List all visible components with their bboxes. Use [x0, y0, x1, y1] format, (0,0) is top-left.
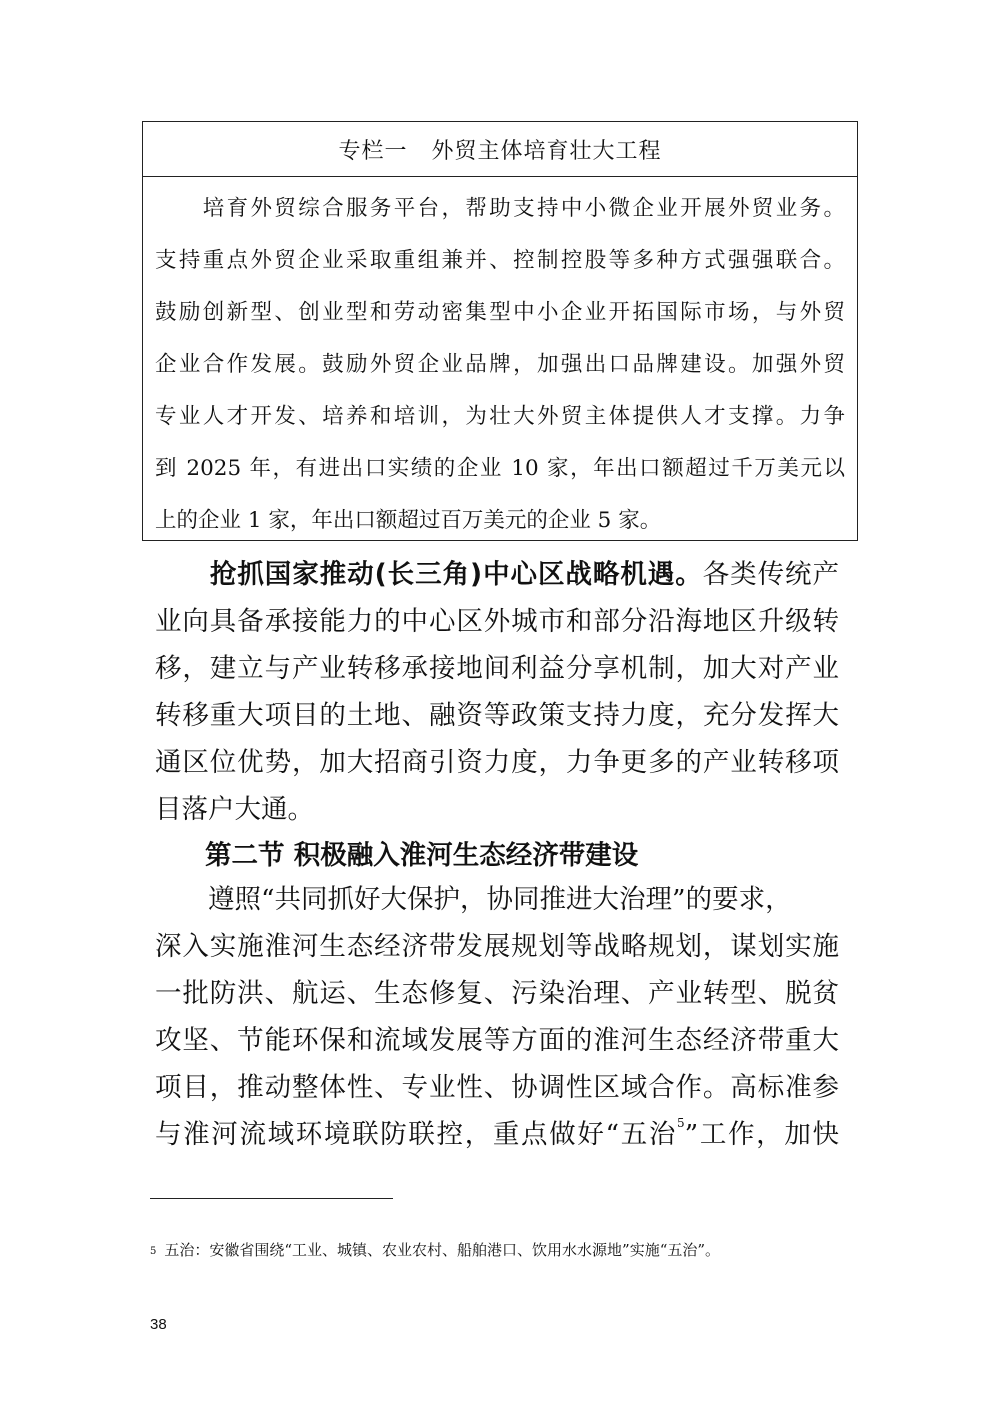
- paragraph-line: 攻坚、节能环保和流域发展等方面的淮河生态经济带重大: [155, 1025, 839, 1056]
- paragraph-line: 移，建立与产业转移承接地间利益分享机制，加大对产业: [155, 653, 839, 684]
- paragraph-line: 一批防洪、航运、生态修复、污染治理、产业转型、脱贫: [155, 978, 839, 1009]
- paragraph-line: 遵照“共同抓好大保护，协同推进大治理”的要求，: [155, 884, 792, 915]
- box-line: 鼓励创新型、创业型和劳动密集型中小企业开拓国际市场，与外贸: [155, 300, 845, 325]
- paragraph-line: 通区位优势，加大招商引资力度，力争更多的产业转移项: [155, 747, 839, 778]
- box-line: 到 2025 年，有进出口实绩的企业 10 家，年出口额超过千万美元以: [155, 456, 845, 481]
- paragraph-line: 深入实施淮河生态经济带发展规划等战略规划，谋划实施: [155, 931, 839, 962]
- footnote: [150, 1236, 840, 1264]
- paragraph-lead: 抢抓国家推动(长三角)中心区战略机遇。: [155, 559, 703, 590]
- paragraph-line: [155, 551, 839, 598]
- paragraph-line: [155, 1111, 839, 1158]
- paragraph-line: 业向具备承接能力的中心区外城市和部分沿海地区升级转: [155, 606, 839, 637]
- box-line: 企业合作发展。鼓励外贸企业品牌，加强出口品牌建设。加强外贸: [155, 352, 845, 377]
- column-box-title: 专栏一 外贸主体培育壮大工程: [143, 122, 857, 177]
- paragraph-huaihe: [155, 876, 839, 1158]
- paragraph-text: 各类传统产: [702, 559, 839, 590]
- footnote-separator: [150, 1198, 393, 1199]
- section-heading: 第二节 积极融入淮河生态经济带建设: [205, 840, 639, 871]
- paragraph-text: ”工作，加快: [684, 1119, 839, 1150]
- paragraph-industry-transfer: [155, 551, 839, 833]
- paragraph-line: 目落户大通。: [155, 794, 314, 825]
- box-line: 支持重点外贸企业采取重组兼并、控制控股等多种方式强强联合。: [155, 248, 845, 273]
- box-line: 培育外贸综合服务平台，帮助支持中小微企业开展外贸业务。: [155, 196, 845, 221]
- box-line: 上的企业 1 家，年出口额超过百万美元的企业 5 家。: [155, 508, 662, 533]
- paragraph-line: 项目，推动整体性、专业性、协调性区域合作。高标准参: [155, 1072, 839, 1103]
- footnote-reference[interactable]: 5: [677, 1116, 685, 1130]
- column-box-body: [143, 177, 857, 547]
- footnote-text: 五治：安徽省围绕“工业、城镇、农业农村、船舶港口、饮用水水源地”实施“五治”。: [164, 1241, 721, 1259]
- paragraph-text: 与淮河流域环境联防联控，重点做好“五治: [155, 1119, 678, 1150]
- box-line: 专业人才开发、培养和培训，为壮大外贸主体提供人才支撑。力争: [155, 404, 845, 429]
- footnote-mark: 5: [150, 1246, 157, 1257]
- page-number: 38: [150, 1316, 167, 1333]
- paragraph-line: 转移重大项目的土地、融资等政策支持力度，充分发挥大: [155, 700, 839, 731]
- column-box: [142, 121, 858, 541]
